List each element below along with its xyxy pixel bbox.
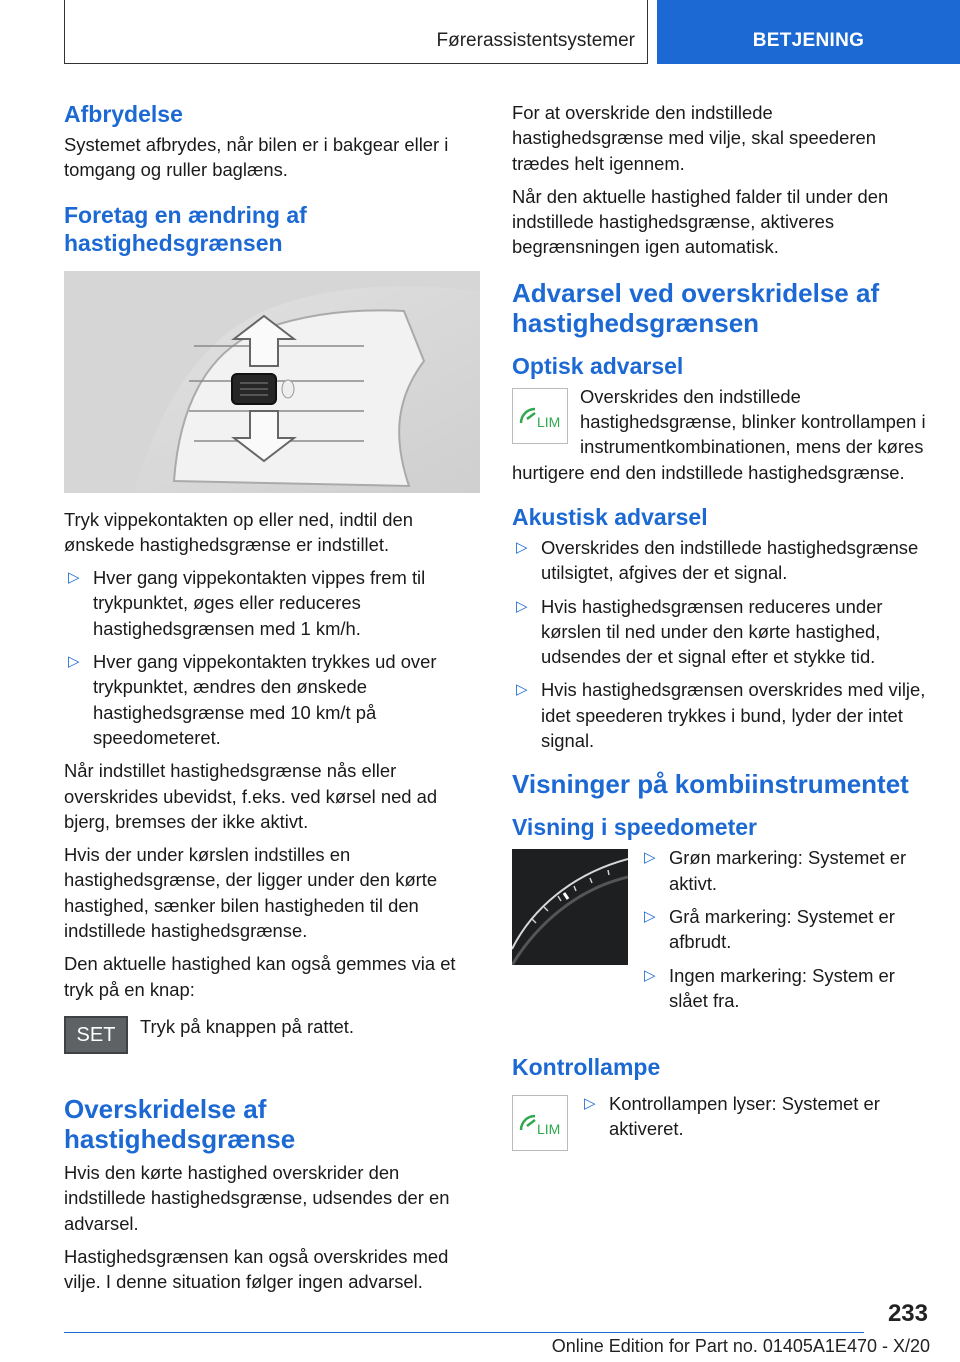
text-interrupt: Systemet afbrydes, når bilen er i bakgear eller i tomgang og ruller baglæns. [64, 134, 449, 181]
list-item: ▷ Ingen markering: System er slået fra. [644, 964, 895, 1011]
header-section-title: Førerassistentsystemer [436, 30, 635, 51]
header-tab[interactable] [657, 0, 960, 64]
bullet-triangle-icon: ▷ [644, 849, 656, 867]
control-lamp-row [512, 1091, 928, 1158]
speedometer-row [512, 845, 928, 1029]
list-speedometer [640, 845, 928, 1021]
heading-control-lamp: Kontrollampe [512, 1054, 661, 1081]
bullet-triangle-icon: ▷ [644, 966, 656, 984]
text-falls-below: Når den aktuelle hastighed falder til under den indstillede hastighedsgrænse, aktiveres begrænsningen igen automatisk. [512, 185, 889, 258]
heading-displays: Visninger på kombiinstrumentet [512, 769, 909, 800]
heading-acoustic: Akustisk advarsel [512, 503, 708, 530]
heading-optical: Optisk advarsel [512, 352, 684, 379]
text-pedal: For at overskride den indstillede hastighedsgrænse med vilje, skal speederen trædes helt igennem. [512, 102, 876, 174]
list-acoustic [512, 535, 928, 753]
text-rocker: Tryk vippekontakten op eller ned, indtil den ønskede hastighedsgrænse er indstillet. [64, 508, 413, 555]
lim-indicator-icon [512, 1095, 568, 1151]
list-item: ▷ Grå markering: Systemet er afbrudt. [644, 905, 895, 953]
list-item: ▷ Overskrides den indstillede hastighedsgrænse utilsigtet, afgives der et signal. [516, 536, 919, 584]
list-control-lamp [580, 1091, 928, 1150]
heading-change-limit: Foretag en ændring af hastighedsgrænsen [64, 201, 307, 256]
svg-text:LIM: LIM [537, 413, 561, 430]
list-rocker [64, 565, 480, 750]
text-set-below: Hvis der under kørslen indstilles en hastighedsgrænse, der ligger under den kørte hastighed, sænker bilen hastigheden til den indstillede hastighedsgrænse. [64, 844, 438, 942]
optical-warning-row [512, 384, 928, 485]
left-column [64, 100, 480, 1302]
text-store-speed: Den aktuelle hastighed kan også gemmes via et tryk på en knap: [64, 953, 456, 1000]
list-item: ▷ Hvis hastighedsgrænsen reduceres under kørslen til ned under den kørte hastighed, udsendes der et signal efter et stykke tid. [516, 595, 883, 668]
page-number: 233 [887, 1300, 928, 1327]
list-item: ▷ Hver gang vippekontakten trykkes ud over trykpunktet, ændres den ønskede hastighedsgrænse med 10 km/t på speedometeret. [68, 651, 437, 748]
list-item: ▷ Hvis hastighedsgrænsen overskrides med vilje, idet speederen trykkes i bund, lyder der intet signal. [516, 679, 926, 752]
header-tab-label: BETJENING [752, 30, 865, 51]
text-exceed: Hvis den kørte hastighed overskrider den indstillede hastighedsgrænse, udsendes der en advarsel. [64, 1161, 450, 1234]
set-button-icon: SET [64, 1016, 128, 1054]
bullet-triangle-icon: ▷ [516, 597, 528, 615]
footer-edition: Online Edition for Part no. 01405A1E470 - X/20 [551, 1336, 930, 1356]
heading-exceed: Overskridelse af hastighedsgrænse [64, 1093, 296, 1154]
bullet-triangle-icon: ▷ [516, 538, 528, 556]
set-button-row [64, 1010, 480, 1072]
text-exceed-willful: Hastighedsgrænsen kan også overskrides med vilje. I denne situation følger ingen advarsel. [64, 1245, 449, 1293]
bullet-triangle-icon: ▷ [68, 653, 80, 671]
text-set-button: Tryk på knappen på rattet. [140, 1015, 354, 1037]
svg-text:LIM: LIM [537, 1121, 561, 1138]
lim-indicator-icon [512, 388, 568, 444]
text-limit-reached: Når indstillet hastighedsgrænse nås eller overskrides ubevidst, f.eks. ved kørsel ned ad bjerg, bremses der ikke aktivt. [64, 760, 438, 832]
list-item: ▷ Hver gang vippekontakten vippes frem til trykpunktet, øges eller reduceres hastighedsgrænsen med 1 km/h. [68, 567, 426, 639]
bullet-triangle-icon: ▷ [68, 569, 80, 587]
right-column [512, 100, 928, 1158]
list-item: ▷ Kontrollampen lyser: Systemet er aktiveret. [584, 1093, 880, 1140]
heading-warning: Advarsel ved overskridelse af hastighedsgrænsen [512, 277, 880, 338]
bullet-triangle-icon: ▷ [584, 1095, 596, 1113]
speedometer-image [512, 849, 628, 965]
heading-speedometer: Visning i speedometer [512, 814, 757, 841]
footer-divider [64, 1332, 864, 1333]
text-optical: Overskrides den indstillede hastighedsgrænse, blinker kontrollampen i instrumentkombinationen, mens der køres hurtigere end den indstillede hastighedsgrænse. [512, 385, 926, 483]
list-item: ▷ Grøn markering: Systemet er aktivt. [644, 847, 907, 894]
header-section-box [64, 0, 648, 64]
heading-interrupt: Afbrydelse [64, 101, 183, 127]
bullet-triangle-icon: ▷ [516, 681, 528, 699]
steering-wheel-rocker-image [64, 271, 480, 493]
bullet-triangle-icon: ▷ [644, 907, 656, 925]
